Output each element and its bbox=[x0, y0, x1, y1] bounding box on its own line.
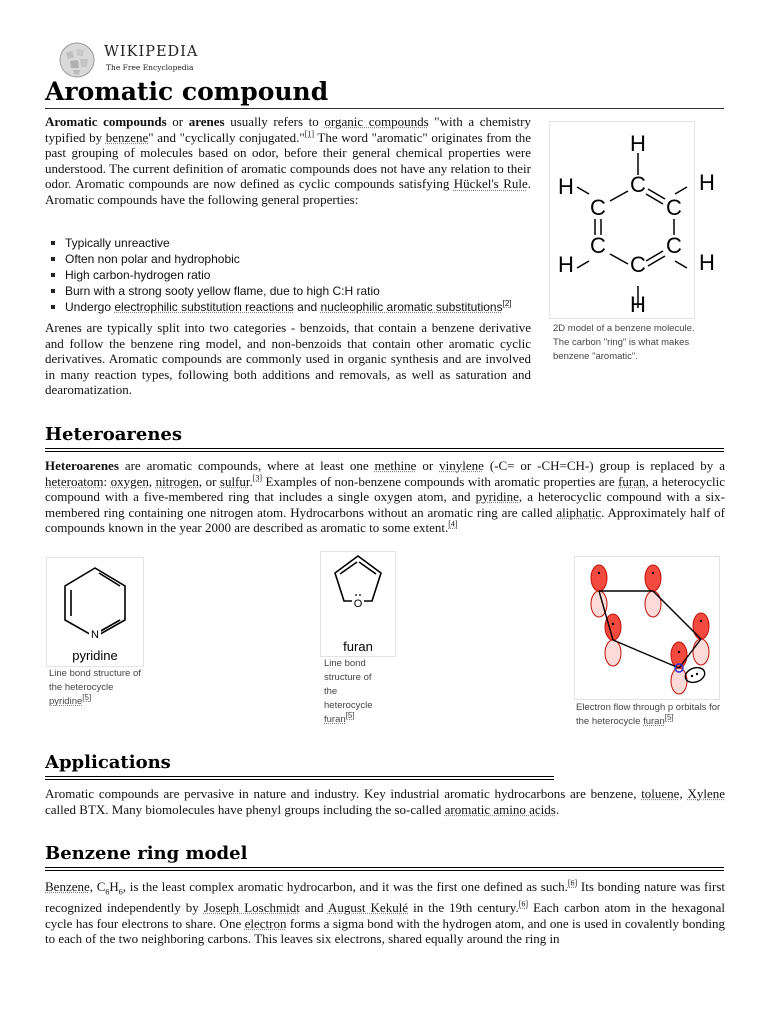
atom-label: C bbox=[630, 172, 646, 197]
benzene-caption: 2D model of a benzene molecule. The carbon "ring" is what makes benzene "aromatic". bbox=[553, 323, 695, 362]
wordmark: WIKIPEDIA bbox=[104, 44, 199, 60]
atom-label: C bbox=[666, 233, 682, 258]
list-item: Undergo electrophilic substitution reactions and nucleophilic aromatic substitutions[2] bbox=[45, 299, 535, 315]
atom-label: N bbox=[91, 629, 99, 641]
link-joseph-loschmidt[interactable]: Joseph Loschmidt bbox=[203, 900, 300, 916]
link-furan[interactable]: furan bbox=[618, 473, 646, 489]
properties-list bbox=[45, 235, 535, 315]
term-aromatic-compounds: Aromatic compounds bbox=[45, 114, 167, 129]
furan-structure-diagram bbox=[321, 552, 395, 656]
link-benzene-ring[interactable]: Benzene bbox=[45, 879, 90, 894]
orbital-lobe bbox=[605, 640, 621, 666]
pyridine-structure-diagram bbox=[47, 558, 143, 666]
section-rule bbox=[45, 448, 724, 452]
list-item: Often non polar and hydrophobic bbox=[45, 251, 535, 267]
atom-label: O bbox=[353, 598, 363, 610]
intro-paragraph: Aromatic compounds or arenes usually refers to organic compounds "with a chemistry typified by benzene" and "cyclically conjugated."[1] The word "aromatic" originates from the past grouping of molecules based on odor, before their general chemical properties were understood. The current definition of aromatic compounds does not have any relation to their odor. Aromatic compounds are now defined as cyclic compounds satisfying Hückel's Rule. Aromatic compounds have the following general properties: bbox=[45, 114, 531, 207]
link-methine[interactable]: methine bbox=[374, 458, 417, 473]
section-rule bbox=[45, 867, 724, 871]
atom-label: H bbox=[699, 250, 715, 275]
link-aliphatic[interactable]: aliphatic bbox=[556, 504, 602, 520]
ref-5[interactable]: [5] bbox=[82, 692, 92, 702]
orbital-lobe bbox=[693, 639, 709, 665]
section-heading-heteroarenes: Heteroarenes bbox=[45, 424, 182, 445]
atom-label: H bbox=[699, 170, 715, 195]
ref-5[interactable]: [5] bbox=[664, 712, 674, 722]
link-furan-caption[interactable]: furan bbox=[324, 714, 346, 725]
orbital-caption: Electron flow through p orbitals for the heterocycle furan[5] bbox=[576, 702, 721, 727]
arenes-paragraph: Arenes are typically split into two categories - benzoids, that contain a benzene derivative and follow the benzene ring model, and non-benzoids that contain other aromatic cyclic derivatives. Aromatic compounds are commonly used in organic synthesis and are involved in many reaction types, following both additions and removals, as well as saturation and dearomatization. bbox=[45, 320, 531, 398]
link-august-kekule[interactable]: August Kekulé bbox=[327, 900, 409, 916]
wikipedia-logo[interactable] bbox=[58, 42, 218, 76]
list-item: High carbon-hydrogen ratio bbox=[45, 267, 535, 283]
figure-label: furan bbox=[343, 639, 373, 654]
atom-label: H bbox=[558, 174, 574, 199]
wikipedia-globe-icon bbox=[58, 41, 96, 79]
benzene-ring-paragraph: Benzene, $C_6H_6$, is the least complex aromatic hydrocarbon, and it was the first one defined as such.[6] Its bonding nature was first recognized independently by Joseph Loschmidt and August Kekulé in the 19th century.[6] Each carbon atom in the hexagonal cycle has four electrons to share. One electron forms a sigma bond with the hydrogen atom, and one is used in covalently bonding to each of the two neighboring carbons. This leaves six electrons, shared equally around the ring in bbox=[45, 878, 725, 947]
ref-5[interactable]: [5] bbox=[345, 710, 355, 720]
atom-label: C bbox=[666, 195, 682, 220]
ref-6[interactable]: [6] bbox=[518, 899, 529, 909]
section-heading-benzene-ring-model: Benzene ring model bbox=[45, 843, 248, 864]
furan-caption: Line bond structure of the heterocycle furan[5] bbox=[324, 658, 373, 725]
link-aromatic-amino-acids[interactable]: aromatic amino acids bbox=[444, 801, 556, 817]
atom-label: H bbox=[630, 292, 646, 317]
link-electron[interactable]: electron bbox=[244, 915, 287, 931]
ref-4[interactable]: [4] bbox=[448, 520, 458, 530]
orbital-lobe bbox=[645, 591, 661, 617]
orbital-lobe bbox=[693, 613, 709, 639]
link-huckels-rule[interactable]: Hückel's Rule bbox=[453, 176, 528, 192]
link-organic-compounds[interactable]: organic compounds bbox=[324, 114, 429, 129]
atom-label: H bbox=[630, 131, 646, 156]
orbital-figure[interactable] bbox=[574, 556, 720, 700]
orbital-lobe bbox=[645, 565, 661, 591]
link-oxygen[interactable]: oxygen bbox=[110, 473, 149, 489]
link-pyridine-caption[interactable]: pyridine bbox=[49, 696, 83, 707]
atom-label: C bbox=[590, 233, 606, 258]
link-electrophilic-substitution[interactable]: electrophilic substitution reactions bbox=[114, 300, 294, 314]
benzene-structure-diagram bbox=[550, 122, 694, 318]
link-benzene[interactable]: benzene bbox=[105, 129, 149, 145]
applications-paragraph: Aromatic compounds are pervasive in nature and industry. Key industrial aromatic hydrocarbons are benzene, toluene, Xylene called BTX. Many biomolecules have phenyl groups including the so-called aromatic amino acids. bbox=[45, 786, 725, 817]
heteroarenes-paragraph: Heteroarenes are aromatic compounds, where at least one methine or vinylene (-C= or -CH=CH-) group is replaced by a heteroatom: oxygen, nitrogen, or sulfur.[3] Examples of non-benzene compounds with aromatic properties are furan, a heterocyclic compound with a five-membered ring that includes a single oxygen atom, and pyridine, a heterocyclic compound with a six-membered ring containing one nitrogen atom. Hydrocarbons without an aromatic ring are called aliphatic. Approximately half of compounds known in the year 2000 are described as aromatic to some extent.[4] bbox=[45, 458, 725, 536]
link-heteroatom[interactable]: heteroatom bbox=[45, 473, 104, 489]
link-xylene[interactable]: Xylene bbox=[687, 786, 725, 801]
ref-1[interactable]: [1] bbox=[304, 129, 315, 139]
atom-label: H bbox=[558, 252, 574, 277]
term-arenes: arenes bbox=[188, 114, 225, 129]
pyridine-caption: Line bond structure of the heterocycle pyridine[5] bbox=[49, 668, 141, 707]
section-rule bbox=[45, 776, 554, 780]
link-nucleophilic-substitution[interactable]: nucleophilic aromatic substitutions bbox=[320, 300, 503, 314]
link-toluene[interactable]: toluene bbox=[641, 786, 680, 801]
link-nitrogen[interactable]: nitrogen bbox=[155, 473, 199, 489]
pyridine-figure[interactable] bbox=[46, 557, 144, 667]
term-heteroarenes: Heteroarenes bbox=[45, 458, 119, 473]
page-title: Aromatic compound bbox=[45, 77, 329, 106]
tagline: The Free Encyclopedia bbox=[106, 63, 194, 72]
ref-2[interactable]: [2] bbox=[502, 299, 512, 308]
link-sulfur[interactable]: sulfur bbox=[219, 473, 250, 489]
ref-6[interactable]: [6] bbox=[567, 878, 578, 888]
furan-figure[interactable] bbox=[320, 551, 396, 657]
p-orbital-diagram bbox=[575, 557, 719, 699]
list-item: Typically unreactive bbox=[45, 235, 535, 251]
list-item: Burn with a strong sooty yellow flame, due to high C:H ratio bbox=[45, 283, 535, 299]
link-vinylene[interactable]: vinylene bbox=[439, 458, 484, 473]
orbital-lobe bbox=[591, 565, 607, 591]
atom-label: C bbox=[590, 195, 606, 220]
title-rule bbox=[45, 108, 724, 109]
atom-label: C bbox=[630, 252, 646, 277]
ref-3[interactable]: [3] bbox=[252, 473, 263, 483]
benzene-figure[interactable] bbox=[549, 121, 695, 319]
section-heading-applications: Applications bbox=[45, 752, 171, 773]
link-furan-orbital-caption[interactable]: furan bbox=[643, 716, 665, 727]
figure-label: pyridine bbox=[72, 648, 118, 663]
link-pyridine[interactable]: pyridine bbox=[475, 489, 519, 505]
